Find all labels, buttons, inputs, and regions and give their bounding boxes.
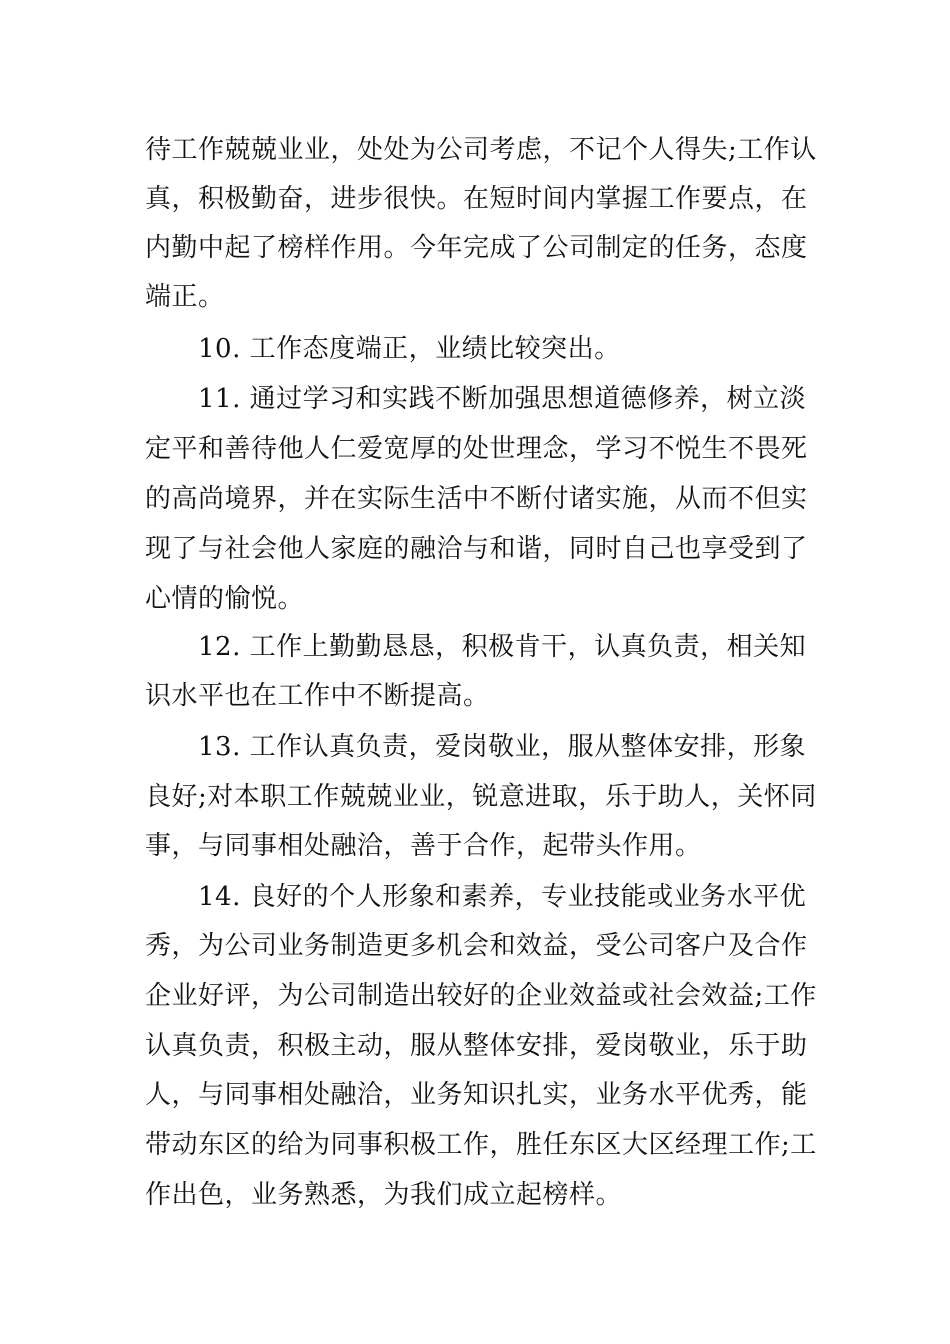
text-line: 人，与同事相处融洽，业务知识扎实，业务水平优秀，能 bbox=[145, 1080, 808, 1110]
text-line: 作出色，业务熟悉，为我们成立起榜样。 bbox=[145, 1180, 623, 1210]
text-line: 识水平也在工作中不断提高。 bbox=[145, 681, 490, 711]
text-line: 带动东区的给为同事积极工作，胜任东区大区经理工作;工 bbox=[145, 1130, 817, 1160]
text-line: 定平和善待他人仁爱宽厚的处世理念，学习不悦生不畏死 bbox=[145, 434, 808, 464]
text-line: 待工作兢兢业业，处处为公司考虑，不记个人得失;工作认 bbox=[145, 135, 817, 165]
text-line: 真，积极勤奋，进步很快。在短时间内掌握工作要点，在 bbox=[145, 184, 808, 214]
item-14: 14. 良好的个人形象和素养，专业技能或业务水平优 bbox=[198, 882, 807, 912]
text-line: 现了与社会他人家庭的融洽与和谐，同时自己也享受到了 bbox=[145, 534, 808, 564]
item-13: 13. 工作认真负责，爱岗敬业，服从整体安排，形象 bbox=[198, 732, 807, 762]
text-line: 秀，为公司业务制造更多机会和效益，受公司客户及合作 bbox=[145, 931, 808, 961]
text-line: 认真负责，积极主动，服从整体安排，爱岗敬业，乐于助 bbox=[145, 1031, 808, 1061]
text-line: 企业好评，为公司制造出较好的企业效益或社会效益;工作 bbox=[145, 981, 817, 1011]
text-line: 事，与同事相处融洽，善于合作，起带头作用。 bbox=[145, 831, 702, 861]
text-line: 心情的愉悦。 bbox=[145, 584, 305, 614]
text-line: 的高尚境界，并在实际生活中不断付诸实施，从而不但实 bbox=[145, 484, 808, 514]
item-10: 10. 工作态度端正，业绩比较突出。 bbox=[198, 334, 621, 364]
item-11: 11. 通过学习和实践不断加强思想道德修养，树立淡 bbox=[198, 384, 807, 414]
text-line: 内勤中起了榜样作用。今年完成了公司制定的任务，态度 bbox=[145, 233, 808, 263]
text-line: 端正。 bbox=[145, 282, 225, 312]
item-12: 12. 工作上勤勤恳恳，积极肯干，认真负责，相关知 bbox=[198, 632, 807, 662]
text-line: 良好;对本职工作兢兢业业，锐意进取，乐于助人，关怀同 bbox=[145, 782, 817, 812]
